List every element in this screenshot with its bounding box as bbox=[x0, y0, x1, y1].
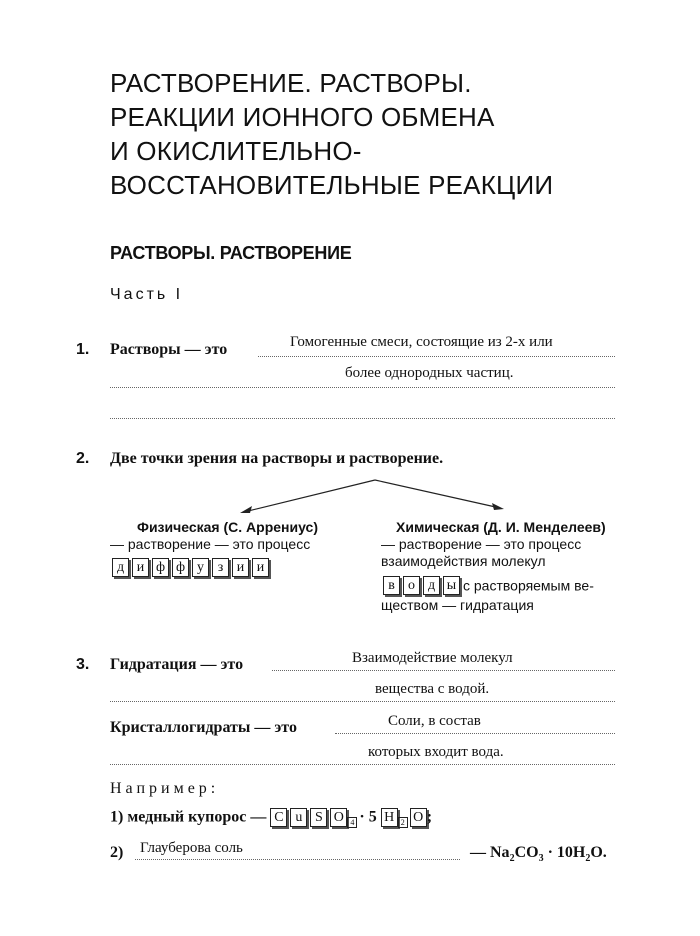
q3-term-crystallohydrates: Кристаллогидраты — это bbox=[110, 719, 297, 736]
q2-number: 2. bbox=[76, 450, 90, 467]
example-2-formula bbox=[470, 844, 607, 864]
formula-part: · 10H bbox=[543, 844, 586, 861]
letter-box[interactable]: и bbox=[252, 558, 269, 577]
title-line-1: РАСТВОРЕНИЕ. РАСТВОРЫ. bbox=[110, 68, 472, 98]
q2-text: Две точки зрения на растворы и растворение. bbox=[110, 450, 444, 467]
formula-box[interactable]: O bbox=[410, 808, 427, 827]
q3-answer-2a[interactable]: Соли, в состав bbox=[388, 713, 481, 729]
formula-box[interactable]: H bbox=[381, 808, 398, 827]
letter-box[interactable]: з bbox=[212, 558, 229, 577]
physical-view-title: Физическая (С. Аррениус) bbox=[137, 519, 318, 535]
formula-box[interactable]: u bbox=[290, 808, 307, 827]
chemical-view-after: с растворяемым ве- bbox=[463, 577, 594, 594]
formula-part: CO bbox=[514, 844, 539, 861]
chemical-letter-boxes bbox=[383, 576, 594, 595]
chemical-view-desc-3: ществом — гидратация bbox=[381, 597, 534, 613]
formula-box[interactable]: S bbox=[310, 808, 327, 827]
letter-box[interactable]: д bbox=[423, 576, 440, 595]
q3-answer-1a[interactable]: Взаимодействие молекул bbox=[352, 650, 513, 666]
q1-line-1 bbox=[258, 356, 615, 357]
example-1 bbox=[110, 808, 432, 828]
letter-box[interactable]: у bbox=[192, 558, 209, 577]
formula-box[interactable]: C bbox=[270, 808, 287, 827]
title-line-3: И ОКИСЛИТЕЛЬНО- bbox=[110, 136, 362, 166]
q3-line-2 bbox=[110, 701, 615, 702]
q3-line-3 bbox=[335, 733, 615, 734]
q1-term: Растворы — это bbox=[110, 341, 228, 358]
formula-dot: · 5 bbox=[359, 808, 377, 826]
letter-box[interactable]: в bbox=[383, 576, 400, 595]
q1-answer-2[interactable]: более однородных частиц. bbox=[345, 365, 514, 381]
formula-end: ; bbox=[426, 808, 433, 826]
q3-answer-1b[interactable]: вещества с водой. bbox=[375, 681, 490, 697]
title-line-2: РЕАКЦИИ ИОННОГО ОБМЕНА bbox=[110, 102, 495, 132]
letter-box[interactable]: ы bbox=[443, 576, 460, 595]
letter-box[interactable]: д bbox=[112, 558, 129, 577]
section-title: РАСТВОРЫ. РАСТВОРЕНИЕ bbox=[110, 243, 352, 263]
example-2-line bbox=[135, 859, 460, 860]
formula-subscript: 2 bbox=[585, 853, 591, 865]
title-line-4: ВОССТАНОВИТЕЛЬНЫЕ РЕАКЦИИ bbox=[110, 170, 554, 200]
letter-box[interactable]: и bbox=[132, 558, 149, 577]
part-label: Часть I bbox=[110, 286, 184, 303]
q1-line-3 bbox=[110, 418, 615, 419]
letter-box[interactable]: о bbox=[403, 576, 420, 595]
q1-number: 1. bbox=[76, 341, 90, 358]
q1-line-2 bbox=[110, 387, 615, 388]
example-1-label: 1) медный купорос — bbox=[110, 808, 267, 826]
formula-box[interactable]: O bbox=[330, 808, 347, 827]
branch-arrows-icon bbox=[230, 472, 520, 522]
chemical-view-desc-1: — растворение — это процесс bbox=[381, 536, 582, 552]
formula-part: — Na bbox=[470, 844, 510, 861]
chapter-title bbox=[110, 66, 553, 202]
example-label: Например: bbox=[110, 780, 220, 797]
letter-box[interactable]: и bbox=[232, 558, 249, 577]
letter-box[interactable]: ф bbox=[152, 558, 169, 577]
formula-subscript-box[interactable]: 4 bbox=[347, 817, 357, 828]
formula-subscript-box[interactable]: 2 bbox=[398, 817, 408, 828]
formula-part: O. bbox=[590, 844, 607, 861]
formula-subscript: 3 bbox=[538, 853, 544, 865]
formula-subscript: 2 bbox=[509, 853, 515, 865]
physical-view-desc: — растворение — это процесс bbox=[110, 536, 311, 552]
chemical-view-title: Химическая (Д. И. Менделеев) bbox=[396, 519, 606, 535]
q1-answer-1[interactable]: Гомогенные смеси, состоящие из 2-х или bbox=[290, 334, 553, 350]
physical-letter-boxes bbox=[112, 558, 272, 577]
q3-line-1 bbox=[272, 670, 615, 671]
example-2-answer[interactable]: Глауберова соль bbox=[140, 840, 243, 856]
q3-line-4 bbox=[110, 764, 615, 765]
q3-term-hydration: Гидратация — это bbox=[110, 656, 244, 673]
letter-box[interactable]: ф bbox=[172, 558, 189, 577]
q3-answer-2b[interactable]: которых входит вода. bbox=[368, 744, 504, 760]
example-2-label: 2) bbox=[110, 844, 124, 861]
q3-number: 3. bbox=[76, 656, 90, 673]
chemical-view-desc-2: взаимодействия молекул bbox=[381, 553, 546, 569]
